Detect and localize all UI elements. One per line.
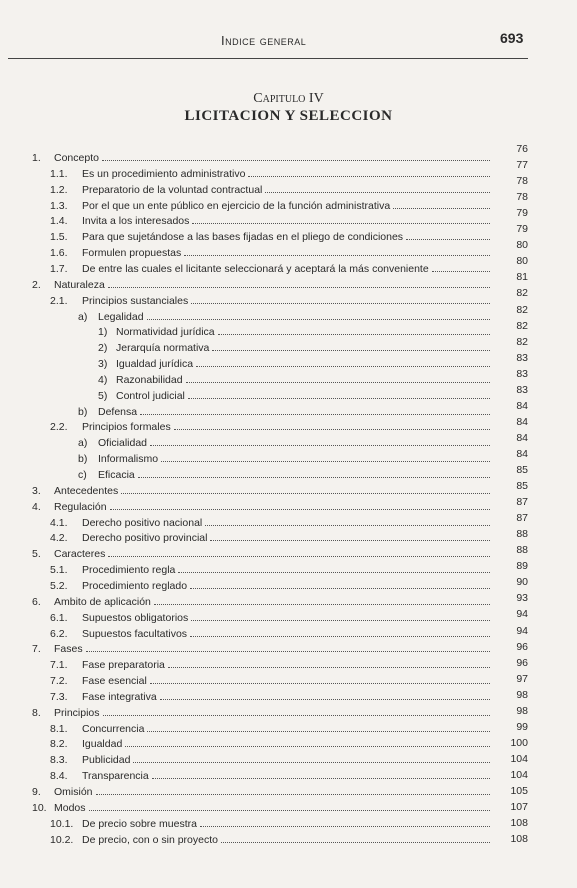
toc-entry-title: Regulación (54, 500, 107, 513)
dot-leader (393, 208, 490, 209)
dot-leader (248, 176, 490, 177)
dot-leader (108, 556, 490, 557)
toc-page-number: 80 (516, 239, 528, 252)
dot-leader (218, 334, 490, 335)
toc-entry-title: Caracteres (54, 548, 106, 561)
dot-leader (210, 540, 490, 541)
toc-page-number: 87 (516, 512, 528, 525)
toc-entry-title: Derecho positivo nacional (82, 516, 203, 529)
dot-leader (152, 778, 490, 779)
toc-entry-number: 1.3. (50, 199, 68, 212)
toc-entry-title: Principios sustanciales (82, 294, 189, 307)
toc-entry (98, 388, 492, 402)
toc-entry (78, 309, 492, 323)
toc-page-number: 108 (510, 833, 528, 846)
toc-page-number: 98 (516, 704, 528, 717)
dot-leader (147, 319, 490, 320)
dot-leader (150, 683, 490, 684)
toc-entry-number: 4.1. (50, 516, 68, 529)
dot-leader (265, 192, 490, 193)
toc-entry (50, 261, 492, 275)
toc-entry (32, 499, 492, 513)
toc-entry-title: Naturaleza (54, 278, 105, 291)
toc-entry (50, 752, 492, 766)
toc-page-number: 83 (516, 367, 528, 380)
toc-entry-title: Ambito de aplicación (54, 595, 151, 608)
toc-entry-number: 7.3. (50, 690, 68, 703)
toc-entry-number: 1.4. (50, 215, 68, 228)
toc-page-number: 85 (516, 480, 528, 493)
toc-entry-title: Concepto (54, 152, 99, 164)
toc-entry-number: 2.1. (50, 294, 68, 307)
toc-page-number: 81 (516, 271, 528, 284)
toc-entry (50, 515, 492, 529)
toc-entry-title: Normatividad jurídica (116, 326, 215, 339)
toc-entry-title: Es un procedimiento administrativo (82, 167, 246, 180)
toc-entry-number: 6.2. (50, 627, 68, 640)
toc-entry-number: 9. (32, 786, 41, 798)
toc-entry-title: Eficacia (98, 469, 135, 481)
header-rule (8, 58, 528, 59)
dot-leader (186, 382, 490, 383)
toc-entry-number: 7. (32, 643, 41, 656)
dot-leader (96, 794, 490, 795)
toc-entry-number: 1.7. (50, 262, 68, 275)
toc-entry-number: 6. (32, 595, 41, 608)
toc-page-number: 89 (516, 560, 528, 573)
toc-entry-title: Procedimiento reglado (82, 579, 188, 592)
toc-entry-title: Preparatorio de la voluntad contractual (82, 183, 263, 196)
toc-entry-title: Informalismo (98, 453, 159, 466)
toc-entry-number: 2.2. (50, 421, 68, 434)
toc-entry-title: Derecho positivo provincial (82, 532, 208, 545)
toc-entry (32, 594, 492, 608)
toc-entry (78, 467, 492, 481)
toc-entry (32, 705, 492, 719)
toc-entry (78, 435, 492, 449)
toc-entry (50, 245, 492, 259)
toc-page-number: 96 (516, 640, 528, 653)
toc-page-number: 79 (516, 207, 528, 220)
dot-leader (133, 762, 490, 763)
toc-entry-number: c) (78, 469, 87, 481)
toc-entry-number: 8.3. (50, 754, 68, 767)
dot-leader (160, 699, 490, 700)
toc-entry (50, 832, 492, 846)
toc-page-number: 88 (516, 528, 528, 541)
dot-leader (212, 350, 490, 351)
toc-entry (98, 356, 492, 370)
toc-page-number: 80 (516, 255, 528, 268)
toc-entry-number: 8.1. (50, 722, 68, 735)
toc-page-number: 108 (510, 817, 528, 830)
toc-entry (50, 626, 492, 640)
toc-entry-title: Modos (54, 801, 86, 814)
toc-entry-number: 5.2. (50, 579, 68, 592)
toc-page-number: 94 (516, 624, 528, 637)
toc-entry-title: De entre las cuales el licitante seleccionará y aceptará la más conveniente (82, 262, 429, 275)
toc-page-number: 83 (516, 351, 528, 364)
toc-entry (50, 419, 492, 433)
dot-leader (221, 842, 490, 843)
toc-entry-title: De precio sobre muestra (82, 817, 197, 830)
toc-entry (50, 182, 492, 196)
toc-page-number: 82 (516, 287, 528, 300)
toc-entry (50, 530, 492, 544)
toc-entry-number: 1) (98, 326, 108, 339)
toc-entry-number: 1. (32, 152, 41, 164)
toc-entry (78, 404, 492, 418)
toc-entry (32, 277, 492, 291)
toc-entry-title: Principios (54, 706, 100, 719)
toc-page-number: 78 (516, 191, 528, 204)
toc-page-number: 99 (516, 720, 528, 733)
dot-leader (161, 461, 490, 462)
toc-page-number: 104 (510, 752, 528, 765)
toc-entry (50, 198, 492, 212)
dot-leader (168, 667, 490, 668)
toc-entry (32, 483, 492, 497)
toc-entry (50, 229, 492, 243)
toc-entry-number: 7.1. (50, 659, 68, 672)
toc-entry-title: Publicidad (82, 754, 131, 767)
toc-entry-number: 10.2. (50, 833, 74, 846)
dot-leader (110, 509, 490, 510)
toc-entry-title: Transparencia (82, 770, 149, 783)
toc-entry-number: 2. (32, 278, 41, 291)
dot-leader (89, 810, 490, 811)
toc-entry-number: a) (78, 437, 88, 450)
toc-entry-number: 2) (98, 342, 108, 355)
toc-entry (98, 372, 492, 386)
dot-leader (140, 414, 490, 415)
toc-entry (98, 324, 492, 338)
toc-entry-number: 4) (98, 373, 108, 386)
toc-page-number: 83 (516, 383, 528, 396)
toc-page-number: 98 (516, 688, 528, 701)
dot-leader (178, 572, 490, 573)
dot-leader (147, 731, 490, 732)
toc-entry-title: Principios formales (82, 421, 171, 434)
toc-entry (50, 610, 492, 624)
dot-leader (205, 525, 490, 526)
toc-entry (32, 641, 492, 655)
toc-entry-number: 8. (32, 706, 41, 719)
dot-leader (432, 271, 490, 272)
toc-page-number: 90 (516, 576, 528, 589)
toc-entry-title: Supuestos facultativos (82, 627, 188, 640)
toc-entry-number: 4. (32, 500, 41, 513)
toc-page-number: 84 (516, 431, 528, 444)
toc-entry (50, 689, 492, 703)
dot-leader (138, 477, 490, 478)
toc-page-number: 100 (510, 736, 528, 749)
chapter-title: LICITACION Y SELECCION (184, 108, 393, 124)
dot-leader (191, 620, 490, 621)
toc-entry-title: Para que sujetándose a las bases fijadas en el pliego de condiciones (82, 231, 404, 244)
dot-leader (103, 715, 490, 716)
toc-page-number: 78 (516, 175, 528, 188)
toc-entry-title: Jerarquía normativa (116, 342, 210, 355)
toc-page-number: 82 (516, 303, 528, 316)
toc-entry-title: Fase integrativa (82, 690, 157, 703)
toc-entry (50, 673, 492, 687)
running-header-title: Indice general (221, 33, 307, 48)
dot-leader (154, 604, 490, 605)
toc-entry (50, 166, 492, 180)
toc-entry-number: 1.1. (50, 167, 68, 180)
toc-page-number: 76 (516, 143, 528, 155)
dot-leader (125, 746, 490, 747)
toc-entry-title: De precio, con o sin proyecto (82, 833, 218, 846)
toc-page-number: 96 (516, 656, 528, 669)
toc-entry (50, 816, 492, 830)
chapter-label: Capitulo IV (253, 91, 324, 106)
toc-page-number: 104 (510, 768, 528, 781)
toc-entry-number: 3) (98, 358, 108, 371)
toc-entry (32, 800, 492, 814)
toc-page-number: 85 (516, 464, 528, 476)
toc-entry-title: Fase preparatoria (82, 659, 165, 672)
toc-page-number: 93 (516, 592, 528, 605)
toc-entry-number: 6.1. (50, 611, 68, 624)
toc-entry-number: 4.2. (50, 532, 68, 545)
toc-entry-number: 3. (32, 484, 41, 497)
toc-entry-number: 5.1. (50, 564, 68, 577)
toc-entry (50, 578, 492, 592)
dot-leader (86, 651, 490, 652)
toc-entry (50, 768, 492, 782)
toc-entry-title: Razonabilidad (116, 373, 183, 386)
toc-entry-title: Oficialidad (98, 437, 148, 450)
dot-leader (184, 255, 490, 256)
toc-entry-title: Defensa (98, 405, 138, 418)
toc-entry-number: 10.1. (50, 817, 74, 830)
toc-entry (50, 293, 492, 307)
toc-entry (50, 721, 492, 735)
dot-leader (190, 636, 490, 637)
toc-entry-title: Invita a los interesados (82, 215, 190, 228)
toc-entry-number: 1.5. (50, 231, 68, 244)
toc-page-number: 82 (516, 335, 528, 348)
dot-leader (108, 287, 490, 288)
toc-page-number: 94 (516, 608, 528, 621)
toc-entry-title: Control judicial (116, 389, 185, 402)
dot-leader (192, 223, 490, 224)
toc-entry (32, 546, 492, 560)
toc-page-number: 79 (516, 223, 528, 236)
toc-page-number: 88 (516, 544, 528, 557)
toc-entry-title: Formulen propuestas (82, 247, 182, 260)
toc-entry-title: Fases (54, 643, 83, 656)
toc-entry-title: Antecedentes (54, 484, 119, 497)
toc-entry-number: 1.2. (50, 183, 68, 196)
toc-entry (32, 784, 492, 798)
toc-entry (78, 451, 492, 465)
dot-leader (121, 493, 490, 494)
toc-entry-number: 10. (32, 801, 47, 814)
toc-entry-number: 5) (98, 389, 108, 402)
toc-page-number: 84 (516, 447, 528, 460)
toc-page-number: 97 (516, 672, 528, 685)
toc-entry-number: 8.2. (50, 738, 68, 751)
toc-entry-number: 7.2. (50, 675, 68, 688)
toc-entry (50, 562, 492, 576)
toc-entry-title: Por el que un ente público en ejercicio de la función administrativa (82, 199, 391, 212)
toc-entry-title: Igualdad jurídica (116, 358, 194, 371)
dot-leader (188, 398, 490, 399)
toc-entry (32, 150, 492, 164)
page-number: 693 (500, 30, 524, 46)
toc-entry-number: a) (78, 310, 88, 323)
toc-entry (50, 213, 492, 227)
toc-entry-number: 8.4. (50, 770, 68, 783)
dot-leader (191, 303, 490, 304)
toc-entry-title: Fase esencial (82, 675, 147, 688)
toc-entry-number: b) (78, 405, 88, 418)
toc-entry-title: Omisión (54, 786, 93, 798)
dot-leader (150, 445, 490, 446)
dot-leader (200, 826, 490, 827)
toc-page-number: 84 (516, 415, 528, 428)
toc-page-number: 87 (516, 496, 528, 509)
toc-entry (50, 657, 492, 671)
toc-entry-number: b) (78, 453, 88, 466)
toc-page-number: 105 (510, 785, 528, 797)
toc-page-number: 107 (510, 801, 528, 814)
dot-leader (102, 160, 490, 161)
toc-entry-title: Igualdad (82, 738, 123, 751)
toc-page-number: 84 (516, 399, 528, 412)
toc-entry-number: 5. (32, 548, 41, 561)
dot-leader (190, 588, 490, 589)
toc-entry-title: Supuestos obligatorios (82, 611, 189, 624)
toc-entry (50, 736, 492, 750)
toc-entry-title: Legalidad (98, 310, 144, 323)
toc-page-number: 82 (516, 319, 528, 332)
toc-entry-number: 1.6. (50, 247, 68, 260)
toc-entry (98, 340, 492, 354)
dot-leader (196, 366, 490, 367)
toc-page-number: 77 (516, 159, 528, 172)
toc-entry-title: Concurrencia (82, 722, 145, 735)
dot-leader (174, 429, 490, 430)
dot-leader (406, 239, 490, 240)
toc-entry-title: Procedimiento regla (82, 564, 176, 577)
